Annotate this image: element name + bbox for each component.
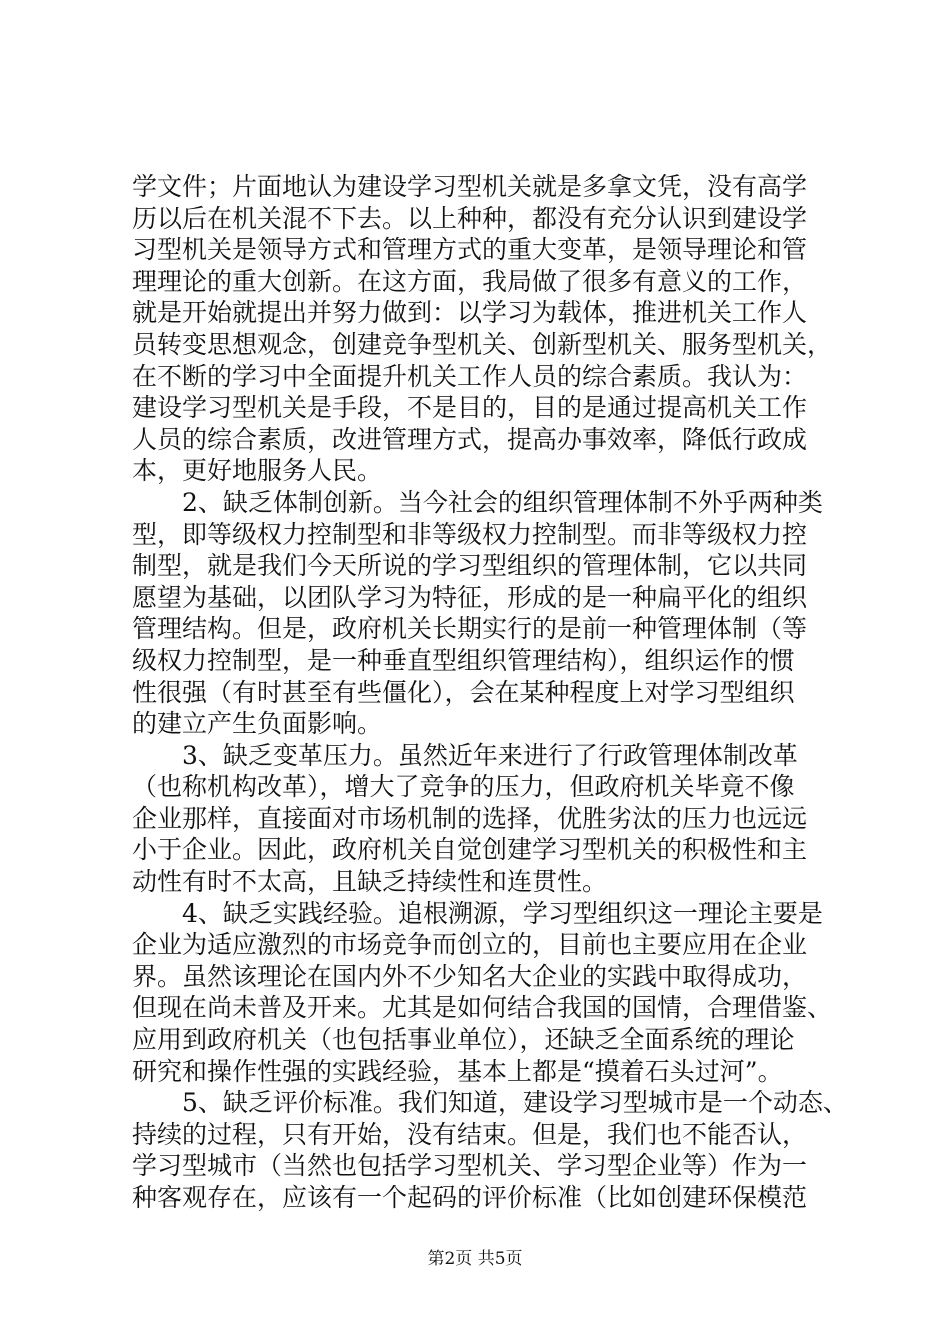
text-line: 2、缺乏体制创新。当今社会的组织管理体制不外乎两种类: [132, 487, 823, 517]
text-line: 本，更好地服务人民。: [132, 456, 383, 486]
text-line: 在不断的学习中全面提升机关工作人员的综合素质。我认为：: [132, 361, 808, 391]
text-line: 人员的综合素质，改进管理方式，提高办事效率，降低行政成: [132, 424, 808, 454]
text-line: 企业那样，直接面对市场机制的选择，优胜劣汰的压力也远远: [132, 803, 808, 833]
text-line: 企业为适应激烈的市场竞争而创立的，目前也主要应用在企业: [132, 930, 808, 960]
text-line: （也称机构改革），增大了竞争的压力，但政府机关毕竟不像: [132, 772, 795, 802]
text-line: 但现在尚未普及开来。尤其是如何结合我国的国情，合理借鉴、: [132, 993, 833, 1023]
text-line: 持续的过程，只有开始，没有结束。但是，我们也不能否认，: [132, 1119, 808, 1149]
text-line: 5、缺乏评价标准。我们知道，建设学习型城市是一个动态、: [132, 1088, 848, 1118]
text-line: 3、缺乏变革压力。虽然近年来进行了行政管理体制改革: [132, 740, 798, 770]
text-line: 理理论的重大创新。在这方面，我局做了很多有意义的工作，: [132, 266, 808, 296]
text-line: 4、缺乏实践经验。追根溯源，学习型组织这一理论主要是: [132, 898, 823, 928]
text-line: 小于企业。因此，政府机关自觉创建学习型机关的积极性和主: [132, 835, 808, 865]
text-line: 制型，就是我们今天所说的学习型组织的管理体制，它以共同: [132, 551, 808, 581]
text-line: 级权力控制型，是一种垂直型组织管理结构），组织运作的惯: [132, 645, 795, 675]
text-line: 建设学习型机关是手段，不是目的，目的是通过提高机关工作: [132, 393, 808, 423]
text-line: 动性有时不太高，且缺乏持续性和连贯性。: [132, 867, 608, 897]
text-line: 种客观存在，应该有一个起码的评价标准（比如创建环保模范: [132, 1183, 808, 1212]
text-line: 应用到政府机关（也包括事业单位），还缺乏全面系统的理论: [132, 1025, 795, 1055]
page-number-footer: 第2页 共5页: [427, 1249, 523, 1269]
text-line: 型，即等级权力控制型和非等级权力控制型。而非等级权力控: [132, 519, 808, 549]
text-line: 学习型城市（当然也包括学习型机关、学习型企业等）作为一: [132, 1151, 808, 1181]
text-line: 管理结构。但是，政府机关长期实行的是前一种管理体制（等: [132, 614, 808, 644]
text-line: 性很强（有时甚至有些僵化），会在某种程度上对学习型组织: [132, 677, 795, 707]
text-line: 习型机关是领导方式和管理方式的重大变革，是领导理论和管: [132, 235, 808, 265]
text-line: 研究和操作性强的实践经验，基本上都是“摸着石头过河”。: [132, 1056, 783, 1086]
text-line: 学文件；片面地认为建设学习型机关就是多拿文凭，没有高学: [132, 172, 808, 201]
text-line: 就是开始就提出并努力做到：以学习为载体，推进机关工作人: [132, 298, 808, 328]
text-line: 愿望为基础，以团队学习为特征，形成的是一种扁平化的组织: [132, 582, 808, 612]
text-line: 员转变思想观念，创建竞争型机关、创新型机关、服务型机关，: [132, 329, 833, 359]
text-line: 界。虽然该理论在国内外不少知名大企业的实践中取得成功，: [132, 961, 808, 991]
text-line: 的建立产生负面影响。: [132, 709, 383, 739]
text-line: 历以后在机关混不下去。以上种种，都没有充分认识到建设学: [132, 203, 808, 233]
body-text: [132, 171, 848, 1214]
